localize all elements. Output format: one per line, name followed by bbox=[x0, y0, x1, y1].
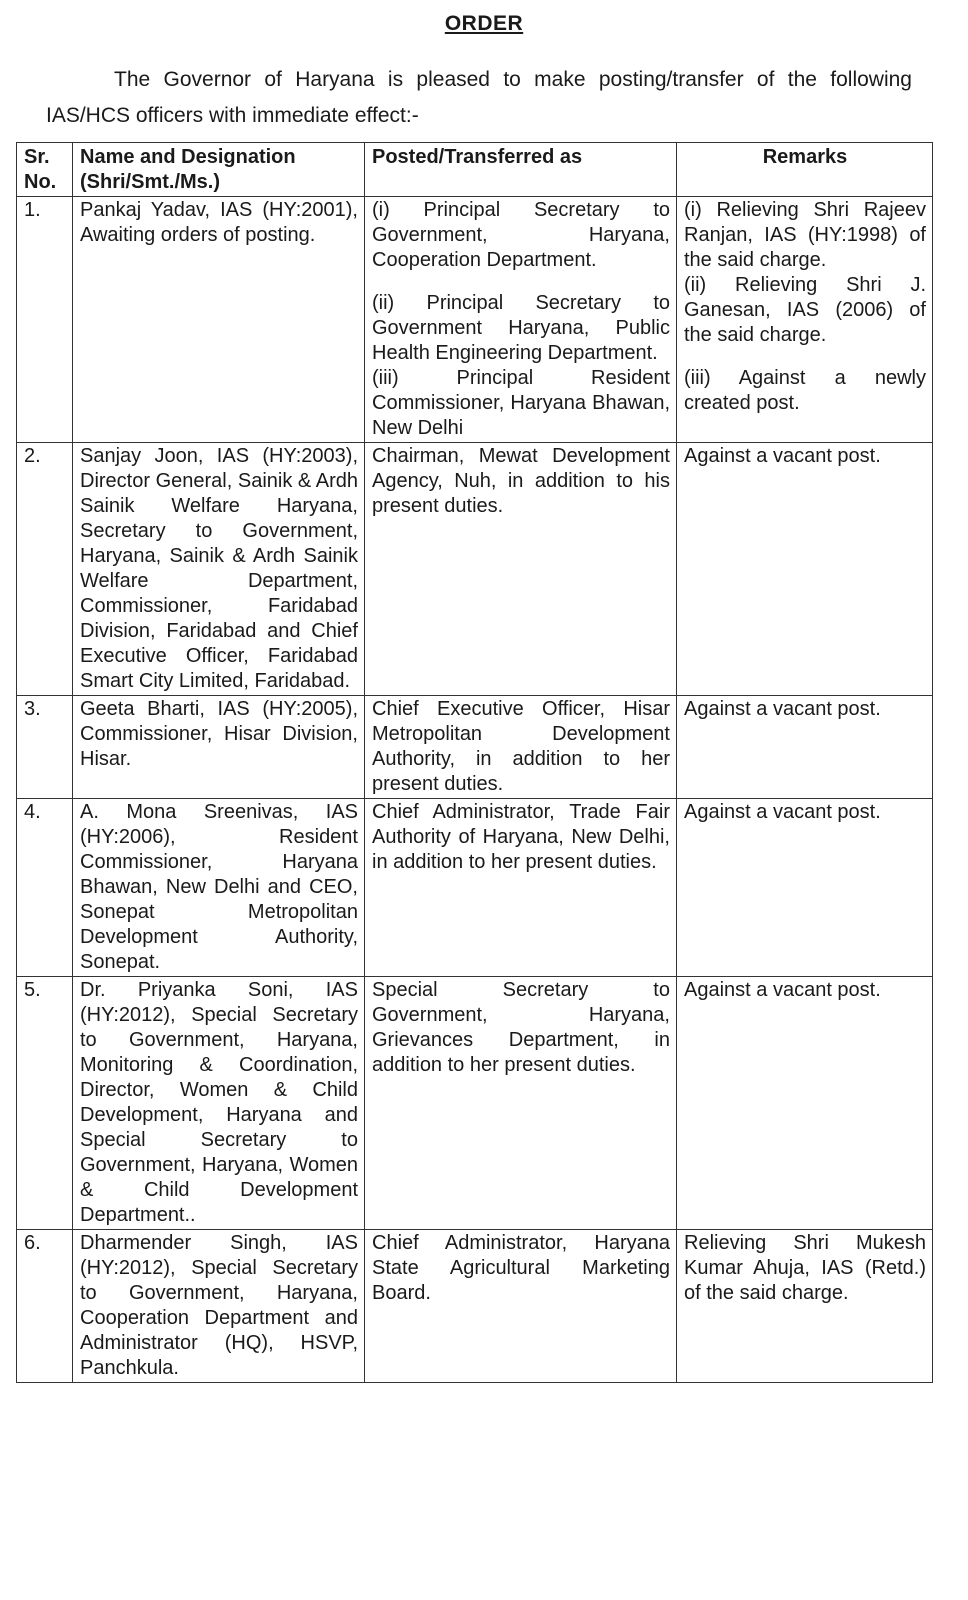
header-name-designation: Name and Designation (Shri/Smt./Ms.) bbox=[73, 143, 365, 197]
posting-item: (ii) Principal Secretary to Government Haryana, Public Health Engineering Department. bbox=[372, 292, 670, 364]
row-name-designation: Sanjay Joon, IAS (HY:2003), Director General, Sainik & Ardh Sainik Welfare Haryana, Secretary to Government, Haryana, Sainik & Ardh Sainik Welfare Department, Commissioner, Faridabad Division, Faridabad and Chief Executive Officer, Faridabad Smart City Limited, Faridabad. bbox=[73, 443, 365, 696]
document-title: ORDER bbox=[444, 12, 524, 35]
row-posted-transferred: Chief Executive Officer, Hisar Metropolitan Development Authority, in addition to her present duties. bbox=[365, 696, 677, 799]
row-remarks bbox=[677, 197, 933, 443]
intro-paragraph: The Governor of Haryana is pleased to make posting/transfer of the following IAS/HCS officers with immediate effect:- bbox=[46, 68, 912, 127]
row-name-designation: Geeta Bharti, IAS (HY:2005), Commissioner, Hisar Division, Hisar. bbox=[73, 696, 365, 799]
row-name-designation: Dr. Priyanka Soni, IAS (HY:2012), Special Secretary to Government, Haryana, Monitoring & Coordination, Director, Women & Child Development, Haryana and Special Secretary to Government, Haryana, Women & Child Development Department.. bbox=[73, 977, 365, 1230]
remark-item: (i) Relieving Shri Rajeev Ranjan, IAS (HY:1998) of the said charge. bbox=[684, 199, 926, 271]
table-row bbox=[17, 696, 933, 799]
row-remarks: Relieving Shri Mukesh Kumar Ahuja, IAS (Retd.) of the said charge. bbox=[677, 1230, 933, 1383]
row-remarks: Against a vacant post. bbox=[677, 977, 933, 1230]
header-posted-transferred: Posted/Transferred as bbox=[365, 143, 677, 197]
table-row bbox=[17, 977, 933, 1230]
table-header-row bbox=[17, 143, 933, 197]
row-posted-transferred: Chief Administrator, Trade Fair Authority of Haryana, New Delhi, in addition to her present duties. bbox=[365, 799, 677, 977]
header-remarks: Remarks bbox=[677, 143, 933, 197]
posting-item: (iii) Principal Resident Commissioner, Haryana Bhawan, New Delhi bbox=[372, 367, 670, 439]
row-remarks: Against a vacant post. bbox=[677, 696, 933, 799]
table-row bbox=[17, 197, 933, 443]
row-sr-no: 3. bbox=[17, 696, 73, 799]
row-posted-transferred: Special Secretary to Government, Haryana, Grievances Department, in addition to her present duties. bbox=[365, 977, 677, 1230]
remark-item: (ii) Relieving Shri J. Ganesan, IAS (2006) of the said charge. bbox=[684, 274, 926, 346]
row-name-designation: Pankaj Yadav, IAS (HY:2001), Awaiting orders of posting. bbox=[73, 197, 365, 443]
row-remarks: Against a vacant post. bbox=[677, 443, 933, 696]
row-posted-transferred bbox=[365, 197, 677, 443]
posting-item: (i) Principal Secretary to Government, Haryana, Cooperation Department. bbox=[372, 199, 670, 271]
table-row bbox=[17, 443, 933, 696]
row-name-designation: A. Mona Sreenivas, IAS (HY:2006), Resident Commissioner, Haryana Bhawan, New Delhi and CEO, Sonepat Metropolitan Development Authority, Sonepat. bbox=[73, 799, 365, 977]
row-remarks: Against a vacant post. bbox=[677, 799, 933, 977]
row-posted-transferred: Chief Administrator, Haryana State Agricultural Marketing Board. bbox=[365, 1230, 677, 1383]
posting-table bbox=[16, 142, 933, 1383]
row-sr-no: 6. bbox=[17, 1230, 73, 1383]
row-name-designation: Dharmender Singh, IAS (HY:2012), Special Secretary to Government, Haryana, Cooperation Department and Administrator (HQ), HSVP, Panchkula. bbox=[73, 1230, 365, 1383]
row-sr-no: 5. bbox=[17, 977, 73, 1230]
row-sr-no: 1. bbox=[17, 197, 73, 443]
table-row bbox=[17, 1230, 933, 1383]
table-row bbox=[17, 799, 933, 977]
row-posted-transferred: Chairman, Mewat Development Agency, Nuh, in addition to his present duties. bbox=[365, 443, 677, 696]
remark-item: (iii) Against a newly created post. bbox=[684, 367, 926, 414]
row-sr-no: 2. bbox=[17, 443, 73, 696]
row-sr-no: 4. bbox=[17, 799, 73, 977]
header-sr-no: Sr. No. bbox=[17, 143, 73, 197]
